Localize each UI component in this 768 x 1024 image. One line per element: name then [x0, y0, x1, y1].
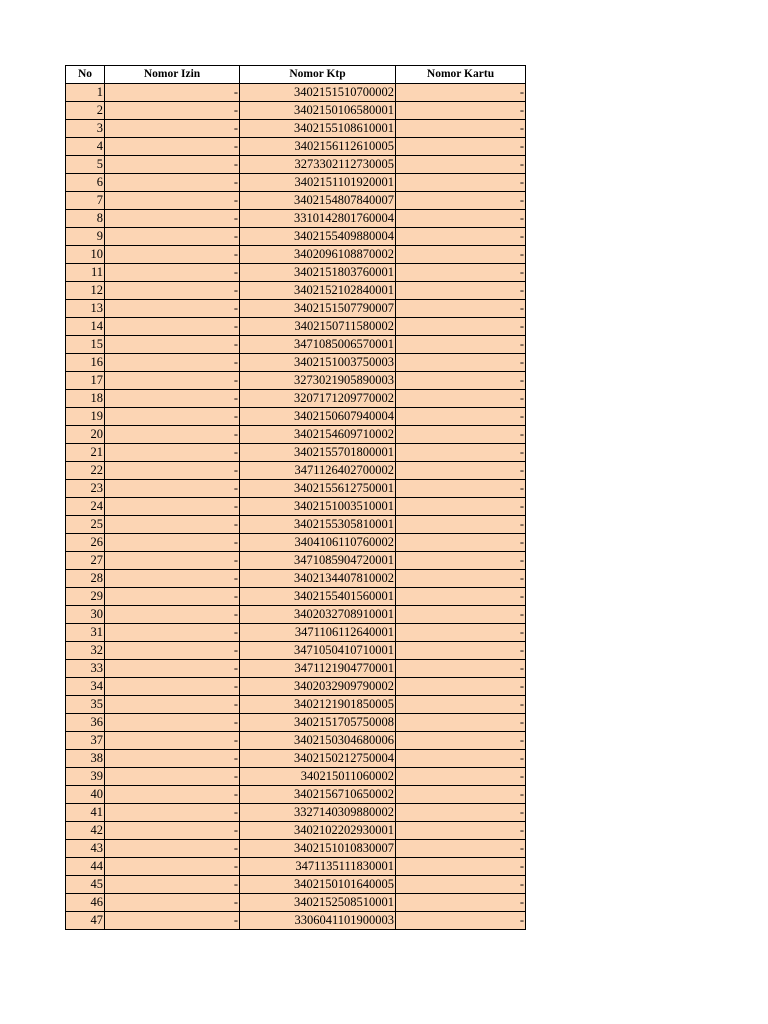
header-nomor-ktp: Nomor Ktp	[240, 66, 396, 84]
cell-nomor-izin: -	[105, 192, 240, 210]
cell-nomor-kartu: -	[396, 102, 526, 120]
cell-no: 7	[66, 192, 105, 210]
table-row	[66, 282, 526, 300]
cell-nomor-izin: -	[105, 462, 240, 480]
cell-nomor-kartu: -	[396, 876, 526, 894]
cell-no: 4	[66, 138, 105, 156]
cell-no: 13	[66, 300, 105, 318]
cell-no: 31	[66, 624, 105, 642]
table-row	[66, 426, 526, 444]
cell-nomor-izin: -	[105, 300, 240, 318]
cell-nomor-ktp: 3402151101920001	[240, 174, 396, 192]
cell-nomor-izin: -	[105, 714, 240, 732]
cell-nomor-kartu: -	[396, 660, 526, 678]
table-row	[66, 318, 526, 336]
cell-nomor-izin: -	[105, 912, 240, 930]
cell-nomor-kartu: -	[396, 858, 526, 876]
cell-nomor-kartu: -	[396, 264, 526, 282]
cell-no: 15	[66, 336, 105, 354]
cell-no: 40	[66, 786, 105, 804]
cell-nomor-kartu: -	[396, 318, 526, 336]
cell-nomor-ktp: 3402150212750004	[240, 750, 396, 768]
cell-nomor-kartu: -	[396, 840, 526, 858]
cell-no: 5	[66, 156, 105, 174]
cell-nomor-izin: -	[105, 102, 240, 120]
cell-nomor-ktp: 3273021905890003	[240, 372, 396, 390]
cell-nomor-ktp: 3402155612750001	[240, 480, 396, 498]
cell-nomor-kartu: -	[396, 768, 526, 786]
cell-no: 39	[66, 768, 105, 786]
table-row	[66, 912, 526, 930]
cell-nomor-kartu: -	[396, 714, 526, 732]
cell-nomor-izin: -	[105, 696, 240, 714]
table-row	[66, 462, 526, 480]
table-row	[66, 192, 526, 210]
cell-nomor-izin: -	[105, 750, 240, 768]
cell-nomor-ktp: 3273302112730005	[240, 156, 396, 174]
cell-nomor-kartu: -	[396, 498, 526, 516]
table-row	[66, 822, 526, 840]
cell-nomor-ktp: 3310142801760004	[240, 210, 396, 228]
cell-nomor-kartu: -	[396, 642, 526, 660]
cell-no: 3	[66, 120, 105, 138]
cell-nomor-kartu: -	[396, 786, 526, 804]
table-row	[66, 156, 526, 174]
cell-nomor-ktp: 3402156710650002	[240, 786, 396, 804]
cell-no: 14	[66, 318, 105, 336]
cell-nomor-izin: -	[105, 624, 240, 642]
cell-nomor-ktp: 3402155108610001	[240, 120, 396, 138]
cell-nomor-ktp: 3471085006570001	[240, 336, 396, 354]
table-row	[66, 624, 526, 642]
cell-nomor-ktp: 3471050410710001	[240, 642, 396, 660]
cell-nomor-ktp: 3402156112610005	[240, 138, 396, 156]
cell-nomor-izin: -	[105, 498, 240, 516]
cell-nomor-izin: -	[105, 516, 240, 534]
cell-no: 35	[66, 696, 105, 714]
table-row	[66, 786, 526, 804]
cell-nomor-izin: -	[105, 588, 240, 606]
cell-nomor-izin: -	[105, 246, 240, 264]
cell-nomor-ktp: 3471085904720001	[240, 552, 396, 570]
cell-nomor-ktp: 3402032909790002	[240, 678, 396, 696]
cell-nomor-ktp: 3404106110760002	[240, 534, 396, 552]
table-row	[66, 264, 526, 282]
table-row	[66, 552, 526, 570]
cell-nomor-ktp: 3207171209770002	[240, 390, 396, 408]
cell-no: 22	[66, 462, 105, 480]
cell-no: 6	[66, 174, 105, 192]
cell-nomor-kartu: -	[396, 372, 526, 390]
cell-nomor-kartu: -	[396, 192, 526, 210]
table-row	[66, 660, 526, 678]
cell-nomor-ktp: 3402134407810002	[240, 570, 396, 588]
cell-no: 2	[66, 102, 105, 120]
cell-nomor-izin: -	[105, 642, 240, 660]
cell-nomor-ktp: 3402150607940004	[240, 408, 396, 426]
cell-no: 10	[66, 246, 105, 264]
cell-no: 37	[66, 732, 105, 750]
table-row	[66, 732, 526, 750]
cell-nomor-ktp: 3402151705750008	[240, 714, 396, 732]
cell-nomor-ktp: 3402121901850005	[240, 696, 396, 714]
cell-nomor-ktp: 3402032708910001	[240, 606, 396, 624]
cell-nomor-ktp: 3402150304680006	[240, 732, 396, 750]
cell-nomor-kartu: -	[396, 390, 526, 408]
cell-nomor-kartu: -	[396, 894, 526, 912]
header-nomor-kartu: Nomor Kartu	[396, 66, 526, 84]
cell-nomor-ktp: 3402152102840001	[240, 282, 396, 300]
cell-nomor-kartu: -	[396, 534, 526, 552]
cell-nomor-izin: -	[105, 840, 240, 858]
table-row	[66, 120, 526, 138]
cell-nomor-kartu: -	[396, 480, 526, 498]
cell-nomor-kartu: -	[396, 426, 526, 444]
table-row	[66, 336, 526, 354]
cell-no: 43	[66, 840, 105, 858]
cell-nomor-ktp: 3471126402700002	[240, 462, 396, 480]
table-row	[66, 606, 526, 624]
cell-nomor-izin: -	[105, 372, 240, 390]
cell-nomor-ktp: 3402151010830007	[240, 840, 396, 858]
cell-nomor-ktp: 3471121904770001	[240, 660, 396, 678]
table-row	[66, 300, 526, 318]
cell-nomor-kartu: -	[396, 444, 526, 462]
data-table	[65, 65, 526, 930]
cell-nomor-kartu: -	[396, 300, 526, 318]
table-row	[66, 228, 526, 246]
table-row	[66, 498, 526, 516]
cell-nomor-ktp: 3402151003510001	[240, 498, 396, 516]
cell-nomor-kartu: -	[396, 246, 526, 264]
cell-no: 9	[66, 228, 105, 246]
table-row	[66, 750, 526, 768]
cell-no: 8	[66, 210, 105, 228]
cell-nomor-ktp: 3402150106580001	[240, 102, 396, 120]
table-row	[66, 858, 526, 876]
table-body	[66, 84, 526, 930]
cell-nomor-izin: -	[105, 804, 240, 822]
cell-nomor-kartu: -	[396, 606, 526, 624]
cell-nomor-kartu: -	[396, 912, 526, 930]
cell-nomor-izin: -	[105, 336, 240, 354]
table-row	[66, 390, 526, 408]
cell-nomor-izin: -	[105, 84, 240, 102]
cell-nomor-kartu: -	[396, 732, 526, 750]
table-row	[66, 138, 526, 156]
header-no: No	[66, 66, 105, 84]
cell-no: 28	[66, 570, 105, 588]
table-row	[66, 246, 526, 264]
table-row	[66, 570, 526, 588]
cell-nomor-izin: -	[105, 732, 240, 750]
cell-nomor-kartu: -	[396, 462, 526, 480]
table-row	[66, 840, 526, 858]
table-row	[66, 642, 526, 660]
cell-nomor-izin: -	[105, 138, 240, 156]
cell-no: 36	[66, 714, 105, 732]
table-row	[66, 354, 526, 372]
table-row	[66, 102, 526, 120]
cell-no: 23	[66, 480, 105, 498]
cell-nomor-kartu: -	[396, 678, 526, 696]
cell-nomor-ktp: 3471106112640001	[240, 624, 396, 642]
cell-no: 17	[66, 372, 105, 390]
cell-no: 27	[66, 552, 105, 570]
cell-no: 42	[66, 822, 105, 840]
cell-nomor-izin: -	[105, 174, 240, 192]
cell-nomor-izin: -	[105, 606, 240, 624]
cell-no: 21	[66, 444, 105, 462]
cell-nomor-izin: -	[105, 318, 240, 336]
cell-nomor-izin: -	[105, 228, 240, 246]
cell-nomor-kartu: -	[396, 354, 526, 372]
cell-no: 46	[66, 894, 105, 912]
cell-nomor-izin: -	[105, 876, 240, 894]
cell-nomor-ktp: 3402155409880004	[240, 228, 396, 246]
cell-no: 34	[66, 678, 105, 696]
table-row	[66, 678, 526, 696]
cell-no: 12	[66, 282, 105, 300]
cell-nomor-izin: -	[105, 678, 240, 696]
cell-nomor-ktp: 3402154609710002	[240, 426, 396, 444]
cell-no: 32	[66, 642, 105, 660]
cell-nomor-kartu: -	[396, 552, 526, 570]
cell-nomor-kartu: -	[396, 696, 526, 714]
table-row	[66, 516, 526, 534]
cell-nomor-izin: -	[105, 660, 240, 678]
cell-nomor-ktp: 3402151507790007	[240, 300, 396, 318]
cell-nomor-kartu: -	[396, 588, 526, 606]
cell-no: 26	[66, 534, 105, 552]
cell-nomor-kartu: -	[396, 210, 526, 228]
cell-nomor-izin: -	[105, 786, 240, 804]
cell-nomor-ktp: 3402155305810001	[240, 516, 396, 534]
cell-no: 1	[66, 84, 105, 102]
cell-nomor-izin: -	[105, 156, 240, 174]
cell-nomor-izin: -	[105, 894, 240, 912]
cell-no: 29	[66, 588, 105, 606]
cell-no: 11	[66, 264, 105, 282]
table-row	[66, 534, 526, 552]
cell-no: 20	[66, 426, 105, 444]
cell-nomor-izin: -	[105, 282, 240, 300]
table-row	[66, 894, 526, 912]
cell-nomor-kartu: -	[396, 804, 526, 822]
table-row	[66, 210, 526, 228]
table-row	[66, 84, 526, 102]
cell-no: 38	[66, 750, 105, 768]
table-row	[66, 480, 526, 498]
header-row	[66, 66, 526, 84]
cell-nomor-ktp: 3402151510700002	[240, 84, 396, 102]
cell-no: 47	[66, 912, 105, 930]
cell-no: 24	[66, 498, 105, 516]
table-row	[66, 408, 526, 426]
table-row	[66, 876, 526, 894]
cell-nomor-ktp: 3402150711580002	[240, 318, 396, 336]
cell-nomor-izin: -	[105, 264, 240, 282]
cell-nomor-izin: -	[105, 822, 240, 840]
cell-nomor-ktp: 3402102202930001	[240, 822, 396, 840]
cell-nomor-kartu: -	[396, 138, 526, 156]
cell-nomor-ktp: 3402155401560001	[240, 588, 396, 606]
cell-nomor-ktp: 340215011060002	[240, 768, 396, 786]
cell-nomor-ktp: 3402152508510001	[240, 894, 396, 912]
cell-no: 33	[66, 660, 105, 678]
cell-nomor-kartu: -	[396, 282, 526, 300]
cell-nomor-kartu: -	[396, 750, 526, 768]
cell-nomor-kartu: -	[396, 156, 526, 174]
cell-no: 19	[66, 408, 105, 426]
cell-nomor-ktp: 3471135111830001	[240, 858, 396, 876]
cell-nomor-kartu: -	[396, 174, 526, 192]
table-row	[66, 588, 526, 606]
cell-no: 41	[66, 804, 105, 822]
cell-nomor-izin: -	[105, 210, 240, 228]
cell-nomor-kartu: -	[396, 624, 526, 642]
table-row	[66, 372, 526, 390]
cell-nomor-izin: -	[105, 570, 240, 588]
cell-nomor-izin: -	[105, 408, 240, 426]
cell-nomor-izin: -	[105, 768, 240, 786]
cell-nomor-ktp: 3306041101900003	[240, 912, 396, 930]
cell-nomor-ktp: 3402151003750003	[240, 354, 396, 372]
table-row	[66, 768, 526, 786]
table-row	[66, 804, 526, 822]
cell-nomor-kartu: -	[396, 228, 526, 246]
table-row	[66, 714, 526, 732]
cell-nomor-izin: -	[105, 390, 240, 408]
cell-no: 18	[66, 390, 105, 408]
cell-no: 25	[66, 516, 105, 534]
table-row	[66, 174, 526, 192]
cell-nomor-izin: -	[105, 444, 240, 462]
cell-nomor-kartu: -	[396, 408, 526, 426]
cell-nomor-izin: -	[105, 480, 240, 498]
cell-nomor-ktp: 3402155701800001	[240, 444, 396, 462]
table-row	[66, 444, 526, 462]
cell-nomor-kartu: -	[396, 336, 526, 354]
cell-nomor-izin: -	[105, 858, 240, 876]
cell-nomor-kartu: -	[396, 570, 526, 588]
cell-no: 45	[66, 876, 105, 894]
cell-no: 16	[66, 354, 105, 372]
cell-nomor-ktp: 3327140309880002	[240, 804, 396, 822]
cell-nomor-kartu: -	[396, 120, 526, 138]
cell-nomor-ktp: 3402150101640005	[240, 876, 396, 894]
cell-nomor-izin: -	[105, 534, 240, 552]
header-nomor-izin: Nomor Izin	[105, 66, 240, 84]
cell-nomor-kartu: -	[396, 822, 526, 840]
cell-nomor-kartu: -	[396, 516, 526, 534]
cell-nomor-ktp: 3402151803760001	[240, 264, 396, 282]
cell-nomor-ktp: 3402096108870002	[240, 246, 396, 264]
cell-nomor-kartu: -	[396, 84, 526, 102]
cell-nomor-ktp: 3402154807840007	[240, 192, 396, 210]
cell-nomor-izin: -	[105, 120, 240, 138]
cell-nomor-izin: -	[105, 552, 240, 570]
table-row	[66, 696, 526, 714]
cell-no: 44	[66, 858, 105, 876]
cell-nomor-izin: -	[105, 426, 240, 444]
cell-no: 30	[66, 606, 105, 624]
cell-nomor-izin: -	[105, 354, 240, 372]
